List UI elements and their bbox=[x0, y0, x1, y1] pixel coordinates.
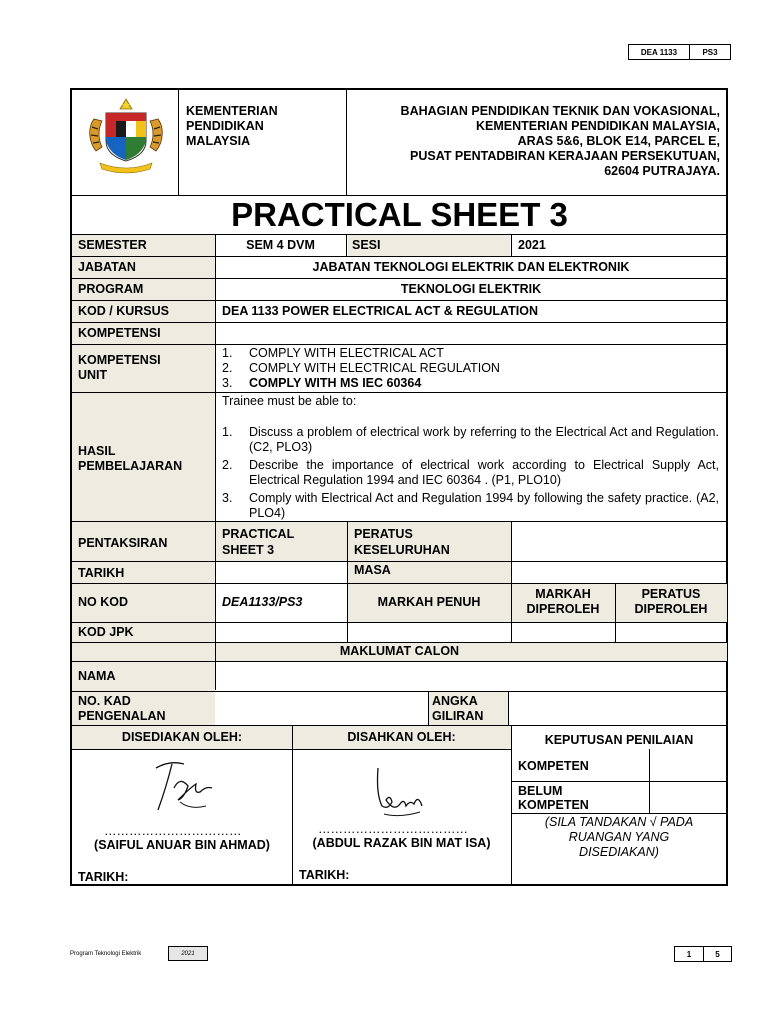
pentaksiran-value: SHEET 3 bbox=[222, 543, 275, 557]
unit-item-text: COMPLY WITH ELECTRICAL REGULATION bbox=[249, 361, 500, 375]
unit-item-number: 1. bbox=[222, 346, 233, 360]
sesi-label: SESI bbox=[352, 238, 381, 252]
signature-line: …………………………… bbox=[104, 824, 242, 838]
ministry-name-line: KEMENTERIAN bbox=[186, 104, 278, 118]
page-number: 1 bbox=[674, 946, 704, 962]
course-code-tag: DEA 1133 bbox=[628, 44, 690, 60]
semester-value: SEM 4 DVM bbox=[246, 238, 315, 252]
keputusan-penilaian-label: KEPUTUSAN PENILAIAN bbox=[544, 733, 694, 747]
sheet-code-tag: PS3 bbox=[689, 44, 731, 60]
no-kad-label: NO. KAD bbox=[78, 694, 131, 708]
pentaksiran-label: PENTAKSIRAN bbox=[78, 536, 168, 550]
hasil-intro: Trainee must be able to: bbox=[222, 394, 357, 408]
address-line: ARAS 5&6, BLOK E14, PARCEL E, bbox=[517, 134, 720, 148]
hasil-label: PEMBELAJARAN bbox=[78, 459, 183, 473]
masa-label: MASA bbox=[354, 563, 391, 577]
kod-jpk-label: KOD JPK bbox=[78, 625, 134, 639]
tarikh-sign-label: TARIKH: bbox=[78, 870, 129, 884]
hasil-item-number: 1. bbox=[222, 425, 233, 439]
program-value: TEKNOLOGI ELEKTRIK bbox=[400, 282, 542, 296]
kompeten-label: KOMPETEN bbox=[518, 759, 589, 773]
kod-kursus-value: DEA 1133 POWER ELECTRICAL ACT & REGULATION bbox=[222, 304, 539, 318]
markah-diperoleh-label: DIPEROLEH bbox=[526, 602, 600, 616]
no-kod-label: NO KOD bbox=[78, 595, 128, 609]
peratus-keseluruhan-label: KESELURUHAN bbox=[354, 543, 450, 557]
peratus-keseluruhan-label: PERATUS bbox=[354, 527, 413, 541]
unit-item-number: 3. bbox=[222, 376, 233, 390]
hasil-item-text: Comply with Electrical Act and Regulation 1994 by following the safety practice. (A2, PLO4) bbox=[249, 491, 719, 520]
hasil-item-number: 2. bbox=[222, 458, 233, 472]
kompetensi-label: KOMPETENSI bbox=[78, 326, 161, 340]
signature-verified bbox=[370, 764, 430, 822]
disahkan-oleh-label: DISAHKAN OLEH: bbox=[347, 730, 456, 744]
ministry-name-line: PENDIDIKAN bbox=[186, 119, 264, 133]
address-line: KEMENTERIAN PENDIDIKAN MALAYSIA, bbox=[475, 119, 720, 133]
jabatan-label: JABATAN bbox=[78, 260, 136, 274]
program-label: PROGRAM bbox=[78, 282, 144, 296]
markah-diperoleh-label: MARKAH bbox=[535, 587, 591, 601]
kompetensi-unit-label: UNIT bbox=[78, 368, 108, 382]
maklumat-calon-heading: MAKLUMAT CALON bbox=[339, 644, 460, 658]
hasil-label: HASIL bbox=[78, 444, 116, 458]
disediakan-oleh-label: DISEDIAKAN OLEH: bbox=[121, 730, 243, 744]
no-kod-value: DEA1133/PS3 bbox=[222, 595, 303, 609]
footer-program: Program Teknologi Elektrik bbox=[70, 951, 142, 957]
no-kad-label: PENGENALAN bbox=[78, 709, 166, 723]
peratus-diperoleh-label: PERATUS bbox=[641, 587, 701, 601]
prepared-by-name: (SAIFUL ANUAR BIN AHMAD) bbox=[94, 838, 270, 852]
hasil-item-text: Describe the importance of electrical work according to Electrical Supply Act, Electrical Regulation 1994 and IEC 60364 . (P1, PLO10) bbox=[249, 458, 719, 487]
angka-giliran-label: ANGKA bbox=[432, 694, 478, 708]
coat-of-arms-logo bbox=[80, 97, 172, 175]
address-line: 62604 PUTRAJAYA. bbox=[604, 164, 720, 178]
jabatan-value: JABATAN TEKNOLOGI ELEKTRIK DAN ELEKTRONIK bbox=[312, 260, 630, 274]
unit-item-text: COMPLY WITH MS IEC 60364 bbox=[249, 376, 422, 390]
belum-kompeten-label: BELUM bbox=[518, 784, 563, 798]
page-title: PRACTICAL SHEET 3 bbox=[231, 196, 568, 233]
nama-label: NAMA bbox=[78, 669, 116, 683]
tarikh-label: TARIKH bbox=[78, 566, 125, 580]
tarikh-sign-label: TARIKH: bbox=[299, 868, 350, 882]
hasil-item-text: Discuss a problem of electrical work by referring to the Electrical Act and Regulation. (C2, PLO3) bbox=[249, 425, 719, 454]
unit-item-text: COMPLY WITH ELECTRICAL ACT bbox=[249, 346, 444, 360]
markah-penuh-label: MARKAH PENUH bbox=[377, 595, 481, 609]
verified-by-name: (ABDUL RAZAK BIN MAT ISA) bbox=[312, 836, 491, 850]
address-line: BAHAGIAN PENDIDIKAN TEKNIK DAN VOKASIONAL, bbox=[400, 104, 720, 118]
peratus-diperoleh-label: DIPEROLEH bbox=[634, 602, 708, 616]
kod-kursus-label: KOD / KURSUS bbox=[78, 304, 169, 318]
page-total: 5 bbox=[703, 946, 732, 962]
angka-giliran-label: GILIRAN bbox=[432, 709, 484, 723]
unit-item-number: 2. bbox=[222, 361, 233, 375]
address-line: PUSAT PENTADBIRAN KERAJAAN PERSEKUTUAN, bbox=[410, 149, 720, 163]
instruction-text: (SILA TANDAKAN √ PADA RUANGAN YANG DISEDIAKAN) bbox=[544, 815, 694, 859]
kompetensi-unit-label: KOMPETENSI bbox=[78, 353, 161, 367]
signature-line: ……………………………… bbox=[318, 822, 468, 836]
pentaksiran-value: PRACTICAL bbox=[222, 527, 295, 541]
sesi-value: 2021 bbox=[518, 238, 546, 252]
ministry-name-line: MALAYSIA bbox=[186, 134, 251, 148]
belum-kompeten-label: KOMPETEN bbox=[518, 798, 589, 812]
semester-label: SEMESTER bbox=[78, 238, 147, 252]
footer-year: 2021 bbox=[168, 946, 208, 961]
hasil-item-number: 3. bbox=[222, 491, 233, 505]
signature-prepared bbox=[150, 758, 220, 818]
